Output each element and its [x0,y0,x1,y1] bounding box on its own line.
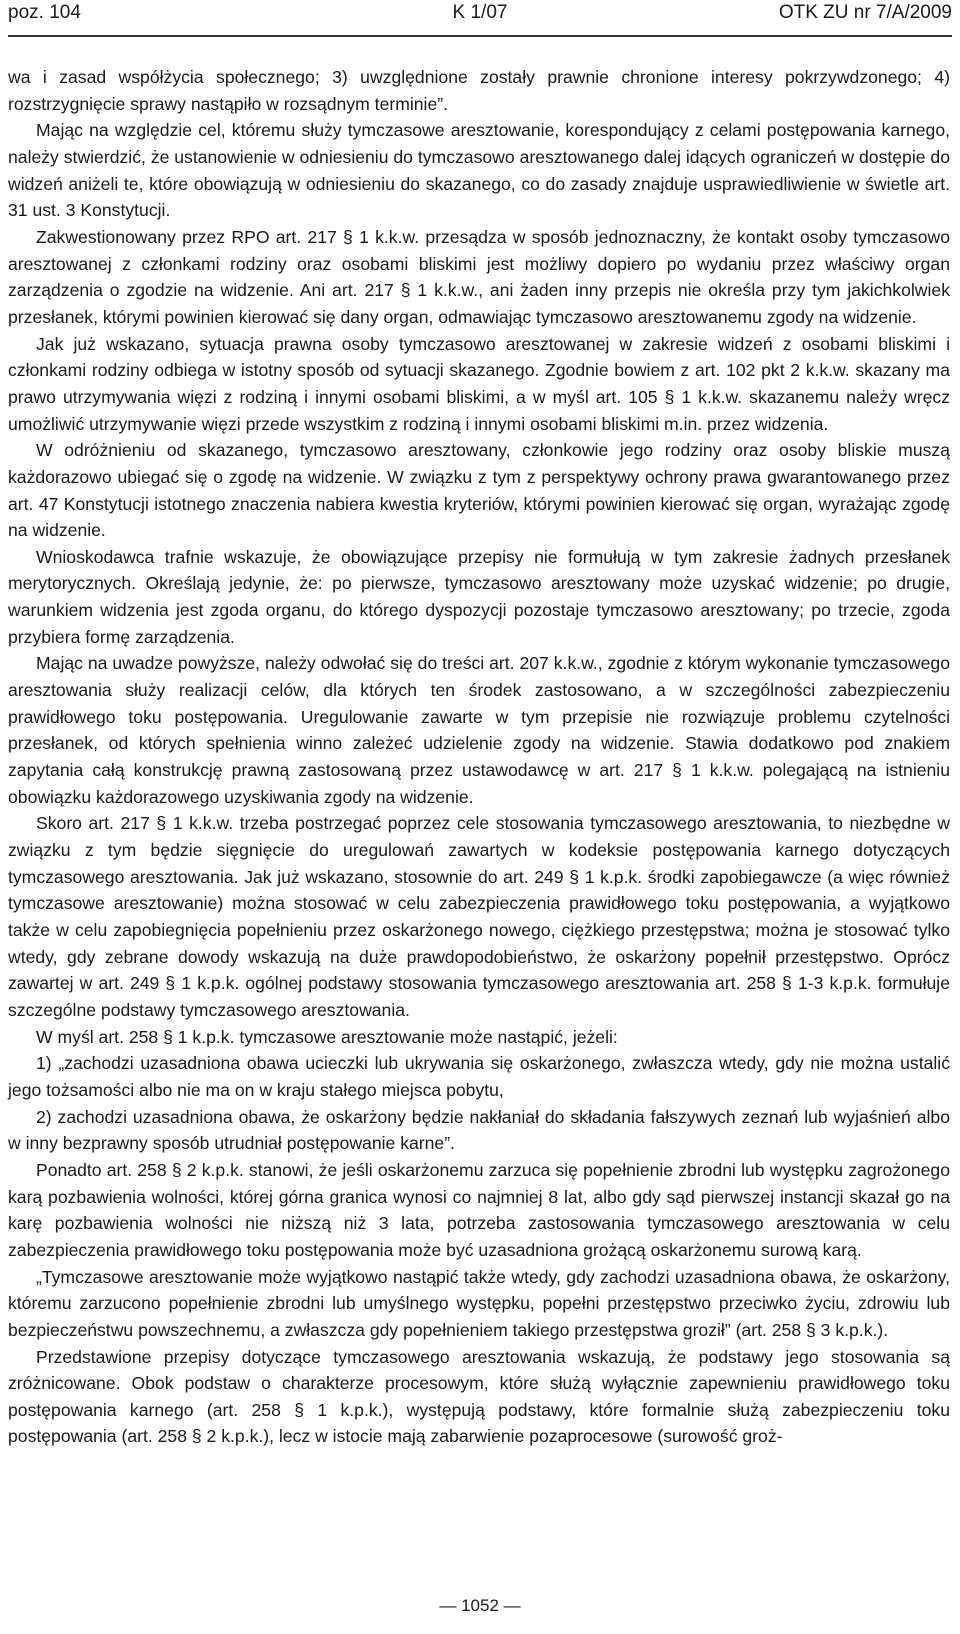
paragraph: Mając na uwadze powyższe, należy odwołać się do treści art. 207 k.k.w., zgodnie z którym wykonanie tymczasowego aresztowania służy realizacji celów, dla których ten środek zastosowano, a w szczególności zabezpieczeniu prawidłowego toku postępowania. Uregulowanie zawarte w tym przepisie nie rozwiązuje problemu czytelności przesłanek, od których spełnienia winno zależeć udzielenie zgody na widzenie. Stawia dodatkowo pod znakiem zapytania całą konstrukcję prawną zastosowaną przez ustawodawcę w art. 217 § 1 k.k.w. polegającą na istnieniu obowiązku każdorazowego uzyskiwania zgody na widzenie. [8,653,950,807]
paragraph: wa i zasad współżycia społecznego; 3) uwzględnione zostały prawnie chronione interesy pokrzywdzonego; 4) rozstrzygnięcie sprawy nastąpiło w rozsądnym terminie”. [8,67,950,114]
header-rule [8,35,952,37]
paragraph: Zakwestionowany przez RPO art. 217 § 1 k.k.w. przesądza w sposób jednoznaczny, że kontakt osoby tymczasowo aresztowanej z członkami rodziny oraz osobami bliskimi jest możliwy dopiero po wydaniu przez właściwy organ zarządzenia o zgodzie na widzenie. Ani art. 217 § 1 k.k.w., ani żaden inny przepis nie określa przy tym jakichkolwiek przesłanek, którymi powinien kierować się dany organ, odmawiając tymczasowo aresztowanemu zgody na widzenie. [8,226,950,327]
header-position: poz. 104 [8,2,81,23]
paragraph: Jak już wskazano, sytuacja prawna osoby tymczasowo aresztowanej w zakresie widzeń z osobami bliskimi i członkami rodziny odbiega w istotny sposób od sytuacji skazanego. Zgodnie bowiem z art. 102 pkt 2 k.k.w. skazany ma prawo utrzymywania więzi z rodziną i innymi osobami bliskimi, a w myśl art. 105 § 1 k.k.w. skazanemu należy wręcz umożliwić utrzymywanie więzi przede wszystkim z rodziną i innymi osobami bliskimi m.in. przez widzenia. [8,333,950,434]
paragraph: Wnioskodawca trafnie wskazuje, że obowiązujące przepisy nie formułują w tym zakresie żadnych przesłanek merytorycznych. Określają jedynie, że: po pierwsze, tymczasowo aresztowany może uzyskać widzenie; po drugie, warunkiem widzenia jest zgoda organu, do którego dyspozycji pozostaje tymczasowo aresztowany; po trzecie, zgoda przybiera formę zarządzenia. [8,546,950,647]
running-header [8,0,952,36]
paragraph: „Tymczasowe aresztowanie może wyjątkowo nastąpić także wtedy, gdy zachodzi uzasadniona obawa, że oskarżony, któremu zarzucono popełnienie zbrodni lub umyślnego występku, popełni przestępstwo przeciwko życiu, zdrowiu lub bezpieczeństwu powszechnemu, a zwłaszcza gdy popełnieniem takiego przestępstwa groził” (art. 258 § 3 k.p.k.). [8,1266,950,1340]
paragraph: Ponadto art. 258 § 2 k.p.k. stanowi, że jeśli oskarżonemu zarzuca się popełnienie zbrodni lub występku zagrożonego karą pozbawienia wolności, której górna granica wynosi co najmniej 8 lat, albo gdy sąd pierwszej instancji skazał go na karę pozbawienia wolności nie niższą niż 3 lata, potrzeba zastosowania tymczasowego aresztowania w celu zabezpieczenia prawidłowego toku postępowania może być uzasadniona grożącą oskarżonemu surową karą. [8,1159,950,1260]
header-case-number: K 1/07 [452,2,508,23]
paragraph: Skoro art. 217 § 1 k.k.w. trzeba postrzegać poprzez cele stosowania tymczasowego aresztowania, to niezbędne w związku z tym będzie sięgnięcie do uregulowań zawartych w kodeksie postępowania karnego dotyczących tymczasowego aresztowania. Jak już wskazano, stosownie do art. 249 § 1 k.p.k. środki zapobiegawcze (a więc również tymczasowe aresztowanie) można stosować w celu zabezpieczenia prawidłowego toku postępowania, a wyjątkowo także w celu zapobiegnięcia popełnieniu przez oskarżonego nowego, ciężkiego przestępstwa; można je stosować tylko wtedy, gdy zebrane dowody wskazują na duże prawdopodobieństwo, że oskarżony popełnił przestępstwo. Oprócz zawartej w art. 249 § 1 k.p.k. ogólnej podstawy stosowania tymczasowego aresztowania art. 258 § 1-3 k.p.k. formułuje szczególne podstawy tymczasowego aresztowania. [8,813,950,1020]
paragraph: W myśl art. 258 § 1 k.p.k. tymczasowe aresztowanie może nastąpić, jeżeli: [36,1026,618,1047]
paragraph: 1) „zachodzi uzasadniona obawa ucieczki lub ukrywania się oskarżonego, zwłaszcza wtedy, gdy nie można ustalić jego tożsamości albo nie ma on w kraju stałego miejsca pobytu, [8,1053,950,1100]
header-journal: OTK ZU nr 7/A/2009 [778,2,952,23]
page-number: — 1052 — [439,1596,521,1615]
document-body [8,64,950,1450]
paragraph: Mając na względzie cel, któremu służy tymczasowe aresztowanie, korespondujący z celami postępowania karnego, należy stwierdzić, że ustanowienie w odniesieniu do tymczasowo aresztowanego dalej idących ograniczeń w dostępie do widzeń aniżeli te, które obowiązują w odniesieniu do skazanego, co do zasady znajduje usprawiedliwienie w świetle art. 31 ust. 3 Konstytucji. [8,120,950,221]
paragraph: Przedstawione przepisy dotyczące tymczasowego aresztowania wskazują, że podstawy jego stosowania są zróżnicowane. Obok podstaw o charakterze procesowym, które służą wyłącznie zapewnieniu prawidłowego toku postępowania karnego (art. 258 § 1 k.p.k.), występują podstawy, które formalnie służą zabezpieczeniu toku postępowania (art. 258 § 2 k.p.k.), lecz w istocie mają zabarwienie pozaprocesowe (surowość groż- [8,1346,950,1447]
paragraph: 2) zachodzi uzasadniona obawa, że oskarżony będzie nakłaniał do składania fałszywych zeznań lub wyjaśnień albo w inny bezprawny sposób utrudniał postępowanie karne”. [8,1106,950,1154]
paragraph: W odróżnieniu od skazanego, tymczasowo aresztowany, członkowie jego rodziny oraz osoby bliskie muszą każdorazowo ubiegać się o zgodę na widzenie. W związku z tym z perspektywy ochrony prawa gwarantowanego przez art. 47 Konstytucji istotnego znaczenia nabiera kwestia kryteriów, którymi powinien kierować się organ, wyrażając zgodę na widzenie. [8,440,950,541]
